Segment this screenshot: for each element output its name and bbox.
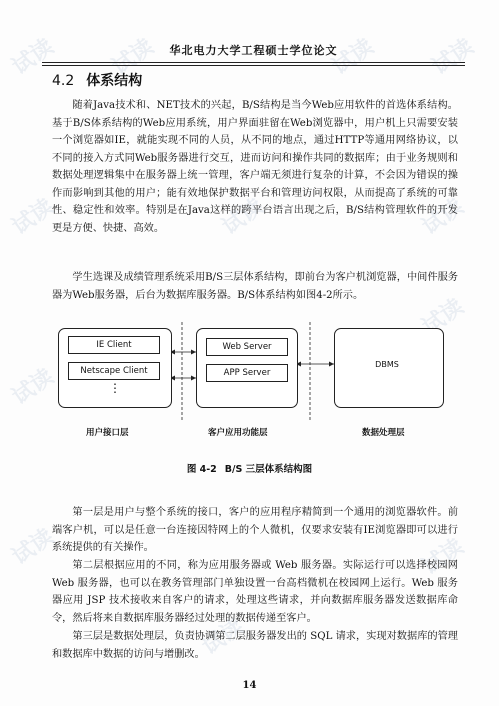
paragraph <box>52 557 458 627</box>
paragraph-text: 第二层根据应用的不同，称为应用服务器或 Web 服务器。实际运行可以选择校园网 Web 服务器，也可以在教务管理部门单独设置一台高档微机在校园网上运行。Web 服务器应用 JSP 技术接收来自客户的请求，处理这些请求，并向数据库服务器发送数据库命令，然后将来自数据库服务器经过处理的数据传递至客户。 <box>52 560 458 624</box>
section-title: 体系结构 <box>86 73 143 89</box>
watermark: 试读 <box>7 524 59 571</box>
app-item: Web Server <box>206 338 288 356</box>
paragraph <box>52 97 458 237</box>
paragraph-text: 第一层是用户与整个系统的接口，客户的应用程序精简到一个通用的浏览器软件。前端客户机，可以是任意一台连接因特网上的个人微机，仅要求安装有IE浏览器即可以进行系统提供的有关操作。 <box>52 507 458 553</box>
bs-architecture-diagram <box>58 322 446 452</box>
data-tier-label: 数据处理层 <box>362 428 405 438</box>
watermark: 试读 <box>427 34 479 81</box>
page-number: 14 <box>242 680 257 691</box>
section-heading <box>52 70 142 90</box>
watermark: 试读 <box>7 364 59 411</box>
paragraph-text: 第三层是数据处理层，负责协调第二层服务器发出的 SQL 请求，实现对数据库的管理和数据库中数据的访问与增删改。 <box>52 631 458 660</box>
paragraph <box>52 504 458 557</box>
figure-title: B/S 三层体系结构图 <box>224 464 313 475</box>
watermark: 试读 <box>217 194 269 241</box>
dbms-label: DBMS <box>375 360 399 369</box>
page-header: 华北电力大学工程硕士学位论文 <box>42 42 465 63</box>
paragraph <box>52 628 458 663</box>
client-item: IE Client <box>68 336 160 354</box>
client-item: Netscape Client <box>68 362 160 380</box>
paragraph <box>52 269 458 304</box>
watermark: 试读 <box>417 534 469 581</box>
watermark: 试读 <box>327 34 379 81</box>
watermark: 试读 <box>197 614 249 661</box>
watermark: 试读 <box>107 34 159 81</box>
figure-number: 图 4-2 <box>186 464 217 475</box>
app-item: APP Server <box>206 364 288 382</box>
watermark: 试读 <box>417 294 469 341</box>
watermark: 试读 <box>7 34 59 81</box>
figure-caption <box>0 461 499 475</box>
section-number: 4.2 <box>52 73 75 89</box>
paragraph-text: 随着Java技术和、NET技术的兴起，B/S结构是当今Web应用软件的首选体系结构。基于B/S体系结构的Web应用系统，用户界面驻留在Web浏览器中，用户机上只需要安装一个浏览器如IE，就能实现不同的人员，从不同的地点，通过HTTP等通用网络协议，以不同的接入方式同Web服务器进行交互，进而访问和操作共同的数据库；由于业务规则和数据处理逻辑集中在服务器上统一管理，客户端无须进行复杂的计算，不会因为错误的操作而影响到其他的用户；能有效地保护数据平台和管理访问权限，从而提高了系统的可靠性、稳定性和效率。特别是在Java这样的跨平台语言出现之后，B/S结构管理软件的开发更是方便、快捷、高效。 <box>52 100 458 234</box>
client-tier-label: 用户接口层 <box>86 428 129 438</box>
paragraph-text: 学生选课及成绩管理系统采用B/S三层体系结构，即前台为客户机浏览器，中间件服务器为Web服务器，后台为数据库服务器。B/S体系结构如图4-2所示。 <box>52 272 458 301</box>
watermark: 试读 <box>7 194 59 241</box>
watermark: 试读 <box>417 194 469 241</box>
client-ellipsis: ⋮ <box>109 381 121 395</box>
app-tier-label: 客户应用功能层 <box>208 428 268 438</box>
